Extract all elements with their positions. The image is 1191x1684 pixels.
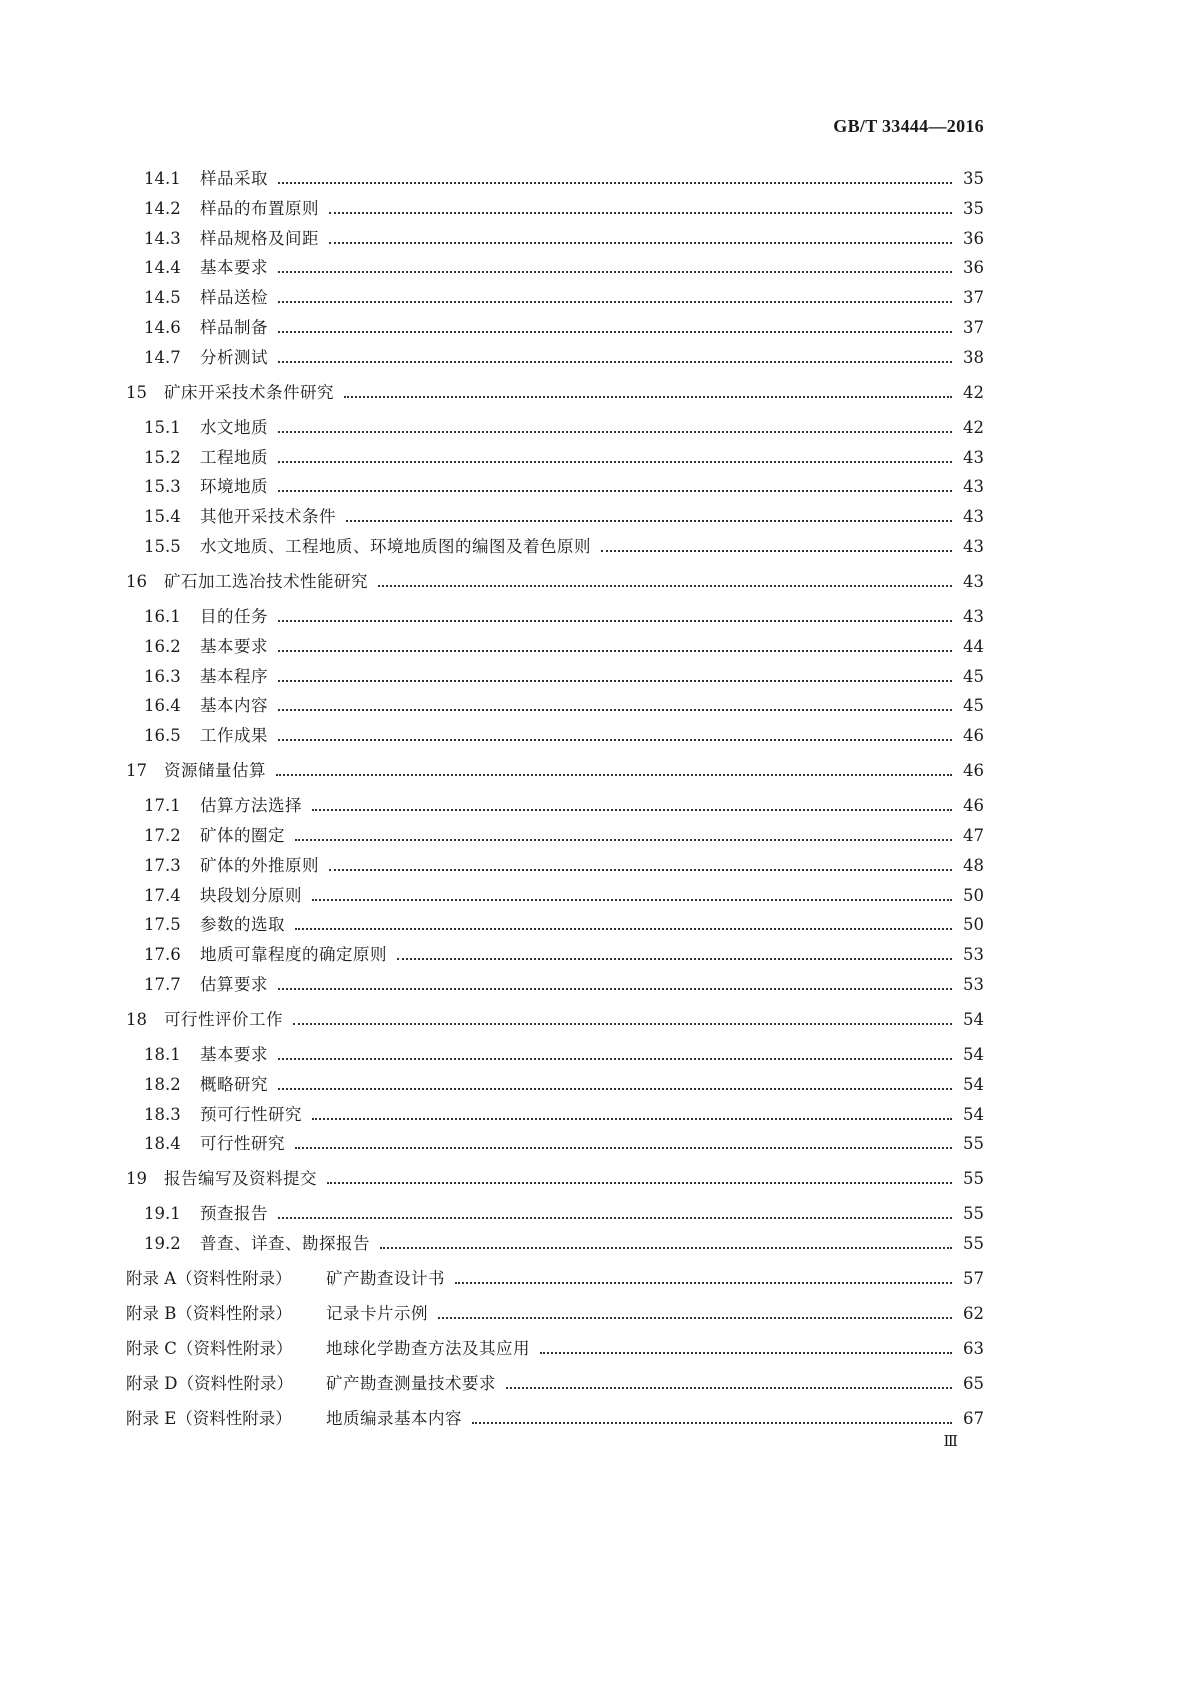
toc-entry-title: 可行性评价工作 xyxy=(164,1010,283,1029)
toc-entry-number: 18.4 xyxy=(144,1134,181,1154)
toc-entry-page: 54 xyxy=(963,1104,984,1124)
toc-entry-page: 35 xyxy=(963,198,984,218)
toc-entry-number: 18.3 xyxy=(144,1104,181,1124)
toc-entry[interactable] xyxy=(0,603,1100,631)
toc-entry-page: 53 xyxy=(963,945,984,965)
toc-entry-number: 14.5 xyxy=(144,288,181,308)
toc-leader-dots xyxy=(278,254,952,273)
toc-entry-title: 概略研究 xyxy=(200,1074,268,1094)
toc-entry[interactable] xyxy=(0,1405,1100,1433)
toc-entry[interactable] xyxy=(0,1130,1100,1158)
toc-leader-dots xyxy=(472,1405,952,1424)
toc-entry-number: 17.6 xyxy=(144,945,181,965)
toc-entry[interactable] xyxy=(0,1101,1100,1129)
toc-leader-dots xyxy=(278,692,952,711)
toc-leader-dots xyxy=(540,1335,952,1354)
toc-entry-page: 46 xyxy=(963,726,984,746)
toc-entry-page: 55 xyxy=(963,1134,984,1154)
toc-entry-number: 附录 B（资料性附录） xyxy=(126,1304,292,1324)
toc-entry[interactable] xyxy=(0,1165,1100,1193)
toc-entry-number: 17.4 xyxy=(144,885,181,905)
toc-leader-dots xyxy=(295,911,952,930)
toc-entry-number: 附录 A（资料性附录） xyxy=(126,1269,292,1289)
toc-entry[interactable] xyxy=(0,1200,1100,1228)
toc-entry-number: 17.2 xyxy=(144,826,181,845)
toc-leader-dots xyxy=(506,1370,952,1389)
toc-entry-page: 55 xyxy=(963,1234,984,1254)
toc-leader-dots xyxy=(278,473,952,492)
toc-leader-dots xyxy=(380,1230,952,1249)
toc-entry-title: 矿产勘查测量技术要求 xyxy=(326,1374,496,1394)
toc-entry-title: 样品规格及间距 xyxy=(200,228,319,248)
toc-entry[interactable] xyxy=(0,225,1100,253)
toc-entry-page: 43 xyxy=(963,507,984,527)
toc-entry-page: 48 xyxy=(963,855,984,875)
toc-entry-page: 53 xyxy=(963,975,984,994)
toc-entry-number: 17.7 xyxy=(144,975,181,994)
toc-entry[interactable] xyxy=(0,379,1100,407)
toc-entry-number: 附录 D（资料性附录） xyxy=(126,1374,293,1394)
toc-entry-title: 分析测试 xyxy=(200,347,268,367)
toc-entry-title: 水文地质、工程地质、环境地质图的编图及着色原则 xyxy=(200,537,591,556)
toc-entry-number: 16.2 xyxy=(144,636,181,656)
toc-entry-number: 17.3 xyxy=(144,855,181,875)
toc-entry-page: 43 xyxy=(963,537,984,556)
toc-entry[interactable] xyxy=(0,663,1100,691)
toc-entry-title: 报告编写及资料提交 xyxy=(164,1169,317,1189)
toc-entry-title: 基本要求 xyxy=(200,636,268,656)
toc-entry[interactable] xyxy=(0,722,1100,750)
toc-entry-title: 预查报告 xyxy=(200,1204,268,1224)
toc-entry-page: 43 xyxy=(963,447,984,467)
toc-entry-page: 55 xyxy=(963,1204,984,1224)
toc-entry-number: 16.3 xyxy=(144,666,181,686)
toc-entry-number: 15 xyxy=(126,382,147,402)
toc-entry-page: 45 xyxy=(963,696,984,716)
toc-entry[interactable] xyxy=(0,792,1100,820)
toc-entry-page: 54 xyxy=(963,1074,984,1094)
toc-leader-dots xyxy=(278,1071,952,1090)
toc-entry-number: 19.1 xyxy=(144,1204,181,1224)
toc-entry-page: 43 xyxy=(963,607,984,626)
toc-entry-title: 地质可靠程度的确定原则 xyxy=(200,945,387,965)
toc-entry-page: 63 xyxy=(963,1339,984,1359)
toc-leader-dots xyxy=(397,941,952,960)
toc-leader-dots xyxy=(378,568,952,587)
toc-entry-number: 15.2 xyxy=(144,447,181,467)
toc-leader-dots xyxy=(329,852,952,871)
toc-leader-dots xyxy=(327,1165,952,1184)
toc-entry[interactable] xyxy=(0,941,1100,969)
toc-entry[interactable] xyxy=(0,414,1100,442)
toc-entry-title: 矿体的圈定 xyxy=(200,826,285,845)
toc-entry-title: 地质编录基本内容 xyxy=(326,1409,462,1429)
toc-entry-page: 43 xyxy=(963,477,984,497)
toc-entry-number: 17 xyxy=(126,761,147,781)
toc-entry-title: 矿体的外推原则 xyxy=(200,855,319,875)
toc-entry[interactable] xyxy=(0,503,1100,531)
toc-leader-dots xyxy=(438,1300,952,1319)
toc-entry-title: 水文地质 xyxy=(200,417,268,437)
toc-entry-number: 18 xyxy=(126,1010,147,1029)
toc-entry-title: 估算要求 xyxy=(200,975,268,994)
toc-leader-dots xyxy=(295,822,952,841)
toc-leader-dots xyxy=(293,1006,952,1025)
toc-entry[interactable] xyxy=(0,284,1100,312)
toc-entry[interactable] xyxy=(0,757,1100,785)
toc-leader-dots xyxy=(295,1130,952,1149)
toc-entry[interactable] xyxy=(0,473,1100,501)
toc-entry[interactable] xyxy=(0,971,1100,999)
toc-leader-dots xyxy=(278,314,952,333)
toc-entry-number: 14.6 xyxy=(144,318,181,337)
toc-entry-number: 14.4 xyxy=(144,258,181,278)
toc-entry-number: 14.3 xyxy=(144,228,181,248)
toc-entry-number: 15.3 xyxy=(144,477,181,497)
toc-entry-title: 资源储量估算 xyxy=(164,761,266,781)
toc-entry[interactable] xyxy=(0,882,1100,910)
toc-leader-dots xyxy=(278,414,952,433)
toc-entry-page: 43 xyxy=(963,572,984,591)
toc-entry-title: 样品采取 xyxy=(200,169,268,188)
toc-leader-dots xyxy=(278,1200,952,1219)
toc-entry-number: 16.5 xyxy=(144,726,181,746)
toc-entry[interactable] xyxy=(0,314,1100,342)
toc-leader-dots xyxy=(278,603,952,622)
toc-leader-dots xyxy=(455,1265,952,1284)
toc-entry-title: 记录卡片示例 xyxy=(326,1304,428,1324)
toc-entry-number: 15.1 xyxy=(144,417,181,437)
toc-entry-number: 19.2 xyxy=(144,1234,181,1254)
toc-entry[interactable] xyxy=(0,1006,1100,1034)
toc-leader-dots xyxy=(278,971,952,990)
toc-leader-dots xyxy=(329,225,952,244)
toc-entry-title: 估算方法选择 xyxy=(200,796,302,816)
toc-entry-title: 样品送检 xyxy=(200,288,268,308)
toc-entry-page: 50 xyxy=(963,915,984,935)
toc-entry-page: 37 xyxy=(963,318,984,337)
toc-entry-title: 样品的布置原则 xyxy=(200,198,319,218)
toc-leader-dots xyxy=(278,1041,952,1060)
toc-entry-page: 55 xyxy=(963,1169,984,1189)
toc-leader-dots xyxy=(346,503,952,522)
toc-entry[interactable] xyxy=(0,692,1100,720)
toc-entry-title: 矿床开采技术条件研究 xyxy=(164,382,334,402)
toc-entry-title: 参数的选取 xyxy=(200,915,285,935)
toc-leader-dots xyxy=(278,284,952,303)
toc-entry-page: 46 xyxy=(963,761,984,781)
toc-entry-title: 预可行性研究 xyxy=(200,1104,302,1124)
toc-entry-title: 普查、详查、勘探报告 xyxy=(200,1234,370,1254)
toc-entry-number: 16 xyxy=(126,572,147,591)
toc-entry[interactable] xyxy=(0,533,1100,561)
toc-entry[interactable] xyxy=(0,822,1100,850)
toc-entry-number: 19 xyxy=(126,1169,147,1189)
toc-entry-page: 46 xyxy=(963,796,984,816)
toc-leader-dots xyxy=(329,195,952,214)
toc-entry[interactable] xyxy=(0,254,1100,282)
toc-entry[interactable] xyxy=(0,1265,1100,1293)
toc-entry-page: 54 xyxy=(963,1010,984,1029)
toc-entry-page: 50 xyxy=(963,885,984,905)
toc-entry[interactable] xyxy=(0,568,1100,596)
toc-entry[interactable] xyxy=(0,911,1100,939)
toc-entry-title: 环境地质 xyxy=(200,477,268,497)
toc-entry-title: 其他开采技术条件 xyxy=(200,507,336,527)
toc-entry-title: 样品制备 xyxy=(200,318,268,337)
toc-entry-page: 36 xyxy=(963,258,984,278)
toc-entry-title: 块段划分原则 xyxy=(200,885,302,905)
toc-leader-dots xyxy=(278,663,952,682)
toc-entry-title: 可行性研究 xyxy=(200,1134,285,1154)
toc-entry[interactable] xyxy=(0,633,1100,661)
toc-entry[interactable] xyxy=(0,195,1100,223)
toc-leader-dots xyxy=(312,1101,952,1120)
toc-entry[interactable] xyxy=(0,344,1100,372)
toc-entry-number: 18.2 xyxy=(144,1074,181,1094)
toc-entry-number: 附录 E（资料性附录） xyxy=(126,1409,292,1429)
toc-leader-dots xyxy=(312,882,952,901)
toc-entry-number: 15.4 xyxy=(144,507,181,527)
toc-entry-title: 目的任务 xyxy=(200,607,268,626)
toc-entry-title: 工程地质 xyxy=(200,447,268,467)
toc-entry-title: 基本内容 xyxy=(200,696,268,716)
toc-leader-dots xyxy=(278,344,952,363)
toc-entry-page: 67 xyxy=(963,1409,984,1429)
toc-entry-title: 矿石加工选冶技术性能研究 xyxy=(164,572,368,591)
toc-entry-page: 54 xyxy=(963,1045,984,1064)
toc-entry-page: 35 xyxy=(963,169,984,188)
toc-entry-title: 矿产勘查设计书 xyxy=(326,1269,445,1289)
toc-entry-title: 基本程序 xyxy=(200,666,268,686)
toc-entry-number: 14.2 xyxy=(144,198,181,218)
toc-leader-dots xyxy=(312,792,952,811)
toc-leader-dots xyxy=(601,533,952,552)
toc-leader-dots xyxy=(278,165,952,184)
toc-entry-title: 基本要求 xyxy=(200,1045,268,1064)
toc-entry-page: 36 xyxy=(963,228,984,248)
toc-leader-dots xyxy=(276,757,952,776)
toc-entry-number: 14.1 xyxy=(144,169,181,188)
page-number: Ⅲ xyxy=(943,1434,958,1450)
toc-entry-page: 42 xyxy=(963,417,984,437)
toc-leader-dots xyxy=(278,444,952,463)
toc-entry[interactable] xyxy=(0,852,1100,880)
toc-entry-page: 65 xyxy=(963,1374,984,1394)
toc-leader-dots xyxy=(344,379,952,398)
toc-entry[interactable] xyxy=(0,1041,1100,1069)
toc-entry-number: 17.5 xyxy=(144,915,181,935)
toc-entry-number: 16.1 xyxy=(144,607,181,626)
toc-entry[interactable] xyxy=(0,1300,1100,1328)
toc-entry-page: 45 xyxy=(963,666,984,686)
toc-entry-page: 44 xyxy=(963,636,984,656)
toc-entry[interactable] xyxy=(0,1335,1100,1363)
toc-leader-dots xyxy=(278,722,952,741)
toc-entry-number: 16.4 xyxy=(144,696,181,716)
toc-entry-title: 基本要求 xyxy=(200,258,268,278)
toc-entry[interactable] xyxy=(0,1230,1100,1258)
toc-entry-page: 42 xyxy=(963,382,984,402)
toc-entry[interactable] xyxy=(0,444,1100,472)
toc-entry[interactable] xyxy=(0,1370,1100,1398)
toc-entry-number: 15.5 xyxy=(144,537,181,556)
toc-entry-title: 地球化学勘查方法及其应用 xyxy=(326,1339,530,1359)
toc-entry-page: 38 xyxy=(963,347,984,367)
toc-entry-page: 47 xyxy=(963,826,984,845)
toc-leader-dots xyxy=(278,633,952,652)
toc-entry-page: 37 xyxy=(963,288,984,308)
standard-code: GB/T 33444—2016 xyxy=(833,116,984,136)
toc-entry[interactable] xyxy=(0,165,1100,193)
toc-entry-number: 17.1 xyxy=(144,796,181,816)
toc-entry[interactable] xyxy=(0,1071,1100,1099)
toc-entry-page: 62 xyxy=(963,1304,984,1324)
toc-entry-page: 57 xyxy=(963,1269,984,1289)
toc-entry-number: 18.1 xyxy=(144,1045,181,1064)
toc-entry-number: 附录 C（资料性附录） xyxy=(126,1339,293,1359)
toc-entry-number: 14.7 xyxy=(144,347,181,367)
toc-entry-title: 工作成果 xyxy=(200,726,268,746)
